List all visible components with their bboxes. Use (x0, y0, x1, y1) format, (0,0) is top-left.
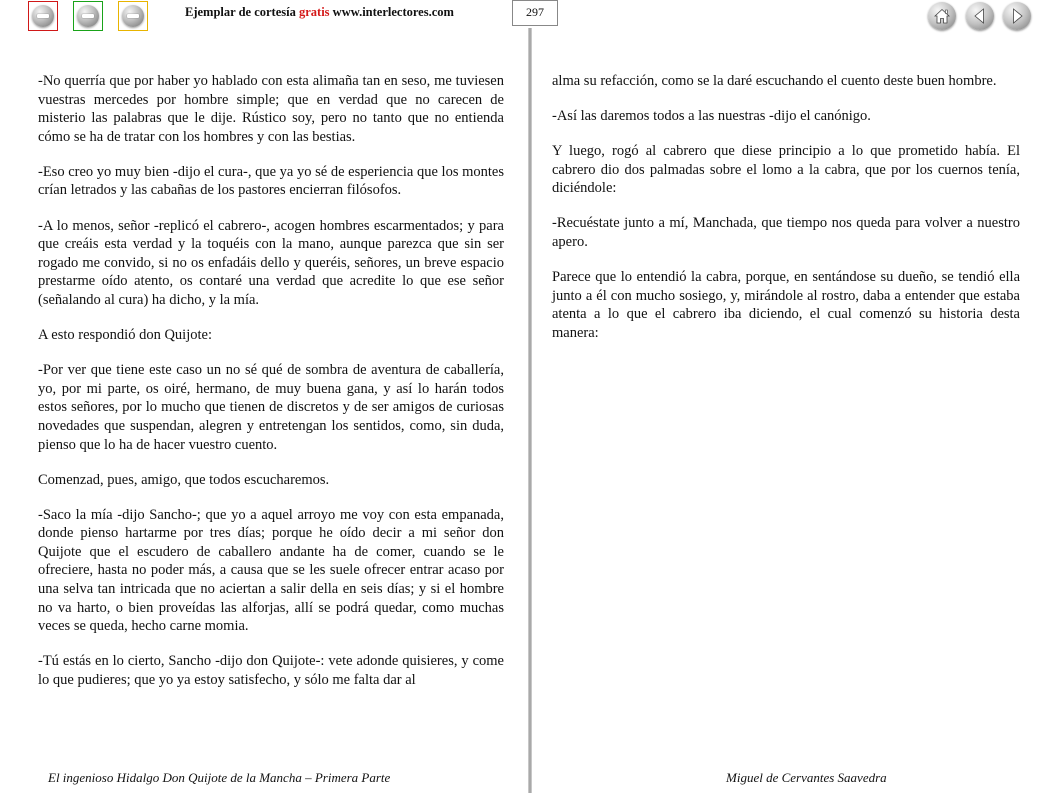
green-minimize-button[interactable] (73, 1, 103, 31)
paragraph: alma su refacción, como se la daré escuchando el cuento deste buen hombre. (552, 73, 997, 89)
courtesy-banner (185, 5, 454, 20)
paragraph: -Eso creo yo muy bien -dijo el cura-, que ya yo sé de esperiencia que los montes crían letrados y las cabañas de los pastores encierran filósofos. (38, 163, 504, 199)
footer-author: Miguel de Cervantes Saavedra (726, 770, 887, 785)
paragraph: Parece que lo entendió la cabra, porque, en sentándose su dueño, se tendió ella junto a él con mucho sosiego, y, mirándole al rostro, daba a entender que estaba atenta a lo que el cabrero iba diciendo, el cual comenzó su historia desta manera: (552, 269, 1020, 341)
next-page-button[interactable] (1003, 2, 1031, 30)
paragraph: -Recuéstate junto a mí, Manchada, que tiempo nos queda para volver a nuestro apero. (552, 215, 1020, 251)
arrow-right-icon (1003, 2, 1031, 30)
paragraph: -No querría que por haber yo hablado con esta alimaña tan en seso, me tuviesen vuestras mercedes por hombre simple; que en verdad que no carecen de misterio las palabras que le dije. Rústico soy, pero no tanto que no entienda cómo se ha de tratar con los hombres y con las bestias. (38, 73, 504, 145)
paragraph: -Así las daremos todos a las nuestras -dijo el canónigo. (552, 108, 871, 125)
banner-url[interactable]: www.interlectores.com (332, 5, 454, 19)
yellow-minimize-button[interactable] (118, 1, 148, 31)
paragraph: A esto respondió don Quijote: (38, 327, 212, 344)
previous-page-button[interactable] (966, 2, 994, 30)
minus-icon (122, 5, 144, 27)
paragraph: -Tú estás en lo cierto, Sancho -dijo don Quijote-: vete adonde quisieres, y come lo que pudieres; que yo ya estoy satisfecho, y sólo me falta dar al (38, 653, 504, 688)
home-button[interactable] (928, 2, 956, 30)
paragraph: -Por ver que tiene este caso un no sé qué de sombra de aventura de caballería, yo, por mi parte, os oiré, hermano, de muy buena gana, y así lo harán todos estos señores, por lo mucho que tienen de discretos y de ser amigos de curiosas novedades que suspendan, alegren y entretengan los sentidos, como, sin duda, pienso que lo ha de hacer vuestro cuento. (38, 362, 504, 453)
paragraph: -A lo menos, señor -replicó el cabrero-, acogen hombres escarmentados; y para que creáis esta verdad y la toquéis con la mano, aunque parezca que sin ser rogado me convido, si no os enfadáis dello y queréis, señores, un breve espacio prestarme oído atento, os contaré una verdad que acredite lo que ese señor (señalando al cura) ha dicho, y la mía. (38, 217, 504, 308)
page-number: 297 (512, 0, 558, 26)
banner-prefix: Ejemplar de cortesía (185, 5, 296, 19)
footer-book-title: El ingenioso Hidalgo Don Quijote de la Mancha – Primera Parte (48, 770, 391, 785)
paragraph: -Saco la mía -dijo Sancho-; que yo a aquel arroyo me voy con esta empanada, donde pienso hartarme por tres días; porque he oído decir a mi señor don Quijote que el escudero de caballero andante ha de comer, cuando se le ofreciere, hasta no poder más, a causa que se les suele ofrecer entrar acaso por una selva tan intricada que no aciertan a salir della en seis días; y si el hombre no va harto, o bien proveídas las alforjas, allí se podrá quedar, como muchas veces se queda, hecho carne momia. (38, 506, 504, 635)
page-divider (528, 28, 532, 793)
left-text-column (38, 72, 504, 706)
paragraph: Y luego, rogó al cabrero que diese principio a lo que prometido había. El cabrero dio dos palmadas sobre el lomo a la cabra, que por los cuernos tenía, diciéndole: (552, 143, 1020, 197)
arrow-left-icon (966, 2, 994, 30)
red-minimize-button[interactable] (28, 1, 58, 31)
minus-icon (77, 5, 99, 27)
minus-icon (32, 5, 54, 27)
paragraph: Comenzad, pues, amigo, que todos escucharemos. (38, 471, 330, 488)
home-icon (928, 2, 956, 30)
right-text-column (552, 72, 1020, 359)
banner-accent: gratis (298, 5, 330, 19)
